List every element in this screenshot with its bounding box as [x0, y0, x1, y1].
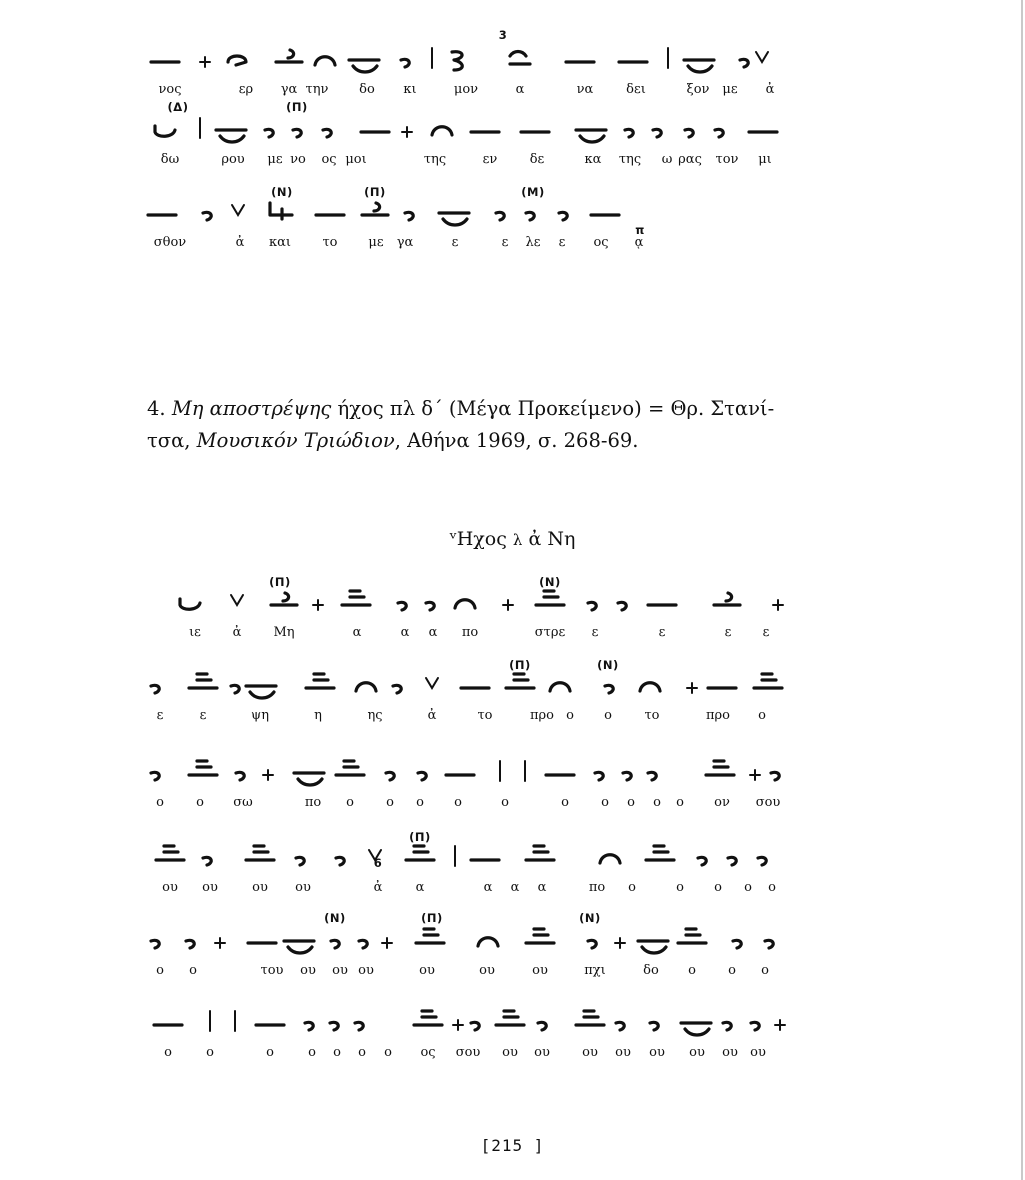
lyric-syllable: ο — [561, 795, 569, 810]
lyric-syllable: ου — [582, 1045, 598, 1060]
apos-neume — [588, 940, 596, 948]
oligon-neume — [189, 674, 217, 688]
lyric-syllable: ο — [728, 963, 736, 978]
caption-line2-start: τσα, — [147, 429, 191, 452]
lyric-syllable: την — [305, 82, 329, 97]
apos-neume — [336, 857, 344, 865]
martyria-mark: (Ν) — [597, 658, 619, 672]
petasti-neume — [576, 130, 606, 142]
caption-line2-end: , Αθήνα 1969, σ. 268-69. — [394, 429, 639, 452]
oligon-neume — [156, 846, 184, 860]
notation-row-s1 — [0, 28, 1025, 112]
ucurve-neume — [180, 599, 200, 609]
lyric-syllable: ου — [722, 1045, 738, 1060]
oligon-neume — [406, 846, 434, 860]
lyric-syllable: δω — [160, 152, 180, 167]
neume-line — [0, 840, 1025, 880]
oligon-neume — [646, 846, 674, 860]
petasti-neume — [284, 941, 314, 953]
lyric-syllable: ο — [628, 880, 636, 895]
kentima-neume — [270, 203, 292, 219]
apos-neume — [618, 602, 626, 610]
apos-neume — [293, 129, 301, 137]
lyric-syllable: δε — [529, 152, 545, 167]
ison-neume — [271, 593, 297, 605]
lyric-syllable: ου — [300, 963, 316, 978]
notation-row-s6 — [0, 755, 1025, 825]
apos-neume — [203, 857, 211, 865]
lyric-syllable: πχι — [584, 963, 606, 978]
lyric-syllable: προ — [705, 708, 731, 723]
apos-neume — [625, 129, 633, 137]
arc-neume — [478, 938, 498, 946]
notation-row-s4 — [0, 575, 1025, 655]
lyric-syllable: σθον — [153, 235, 187, 250]
lyric-syllable: ο — [164, 1045, 172, 1060]
lyric-syllable: ρου — [221, 152, 245, 167]
apos-neume — [650, 1022, 658, 1030]
apos-neume — [496, 212, 504, 220]
petasti-neume — [349, 60, 379, 72]
lyric-syllable: δο — [643, 963, 659, 978]
lyric-syllable: ου — [750, 1045, 766, 1060]
lyric-syllable: ου — [358, 963, 374, 978]
ison-neume — [714, 593, 740, 605]
apos-neume — [203, 212, 211, 220]
lyric-syllable: κι — [403, 82, 417, 97]
ison2-neume — [510, 52, 530, 65]
lyric-syllable: ε — [558, 235, 566, 250]
apos-neume — [151, 940, 159, 948]
apos-neume — [331, 940, 339, 948]
caption-title: Μη αποστρέψης — [171, 397, 332, 420]
arc-neume — [550, 683, 570, 691]
lyric-syllable: η — [314, 708, 322, 723]
oligon-neume — [536, 591, 564, 605]
martyria-mark: 3 — [498, 28, 508, 42]
apos-neume — [471, 1022, 479, 1030]
lyric-syllable: ε — [156, 708, 164, 723]
notation-row-s5 — [0, 658, 1025, 738]
lyric-syllable: α — [515, 82, 525, 97]
lyric-syllable: ο — [156, 963, 164, 978]
notation-row-s7 — [0, 830, 1025, 910]
mode-heading-text: ᵛΗχος — [449, 528, 513, 550]
lyric-syllable: στρε — [534, 625, 566, 640]
arc-neume — [600, 855, 620, 863]
apos-neume — [401, 59, 409, 67]
lyric-syllable: γα — [396, 235, 414, 250]
lyric-syllable: ο — [196, 795, 204, 810]
lyric-syllable: κα — [584, 152, 602, 167]
lyric-syllable: ου — [332, 963, 348, 978]
page-number: [215 ] — [480, 1136, 545, 1155]
tick-neume — [232, 205, 244, 215]
oligon-neume — [189, 761, 217, 775]
lyric-syllable: δο — [359, 82, 375, 97]
petasti-neume — [294, 773, 324, 785]
lyric-syllable: ο — [501, 795, 509, 810]
apos-neume — [393, 685, 401, 693]
lyric-syllable: ου — [162, 880, 178, 895]
lyric-syllable: ο — [744, 880, 752, 895]
apos-neume — [330, 1022, 338, 1030]
caption-details: ήχος πλ δ΄ (Μέγα Προκείμενο) = Θρ. Στανί- — [337, 397, 775, 420]
lyric-syllable: ω — [661, 152, 673, 167]
oligon-neume — [342, 591, 370, 605]
lyric-syllable: ο — [346, 795, 354, 810]
plus-neume — [773, 600, 783, 610]
lyric-syllable: ᾳ — [634, 235, 644, 250]
lyric-syllable: ἀ — [235, 235, 245, 250]
lyric-syllable: ε — [199, 708, 207, 723]
apos-neume — [526, 212, 534, 220]
oligon-neume — [576, 1011, 604, 1025]
lyric-syllable: το — [644, 708, 660, 723]
lyric-syllable: νος — [158, 82, 182, 97]
example-caption — [147, 393, 797, 457]
apos-neume — [559, 212, 567, 220]
lyric-syllable: ης — [367, 708, 383, 723]
lyric-syllable: ου — [534, 1045, 550, 1060]
plus-neume — [615, 938, 625, 948]
tick-neume — [231, 595, 243, 605]
lyric-syllable: ο — [604, 708, 612, 723]
lyric-syllable: ο — [714, 880, 722, 895]
lyric-syllable: ο — [566, 708, 574, 723]
lyric-syllable: ο — [206, 1045, 214, 1060]
neume-line — [0, 1005, 1025, 1045]
plus-neume — [313, 600, 323, 610]
lyric-syllable: με — [368, 235, 384, 250]
tick-neume — [756, 52, 768, 62]
lyric-syllable: ου — [649, 1045, 665, 1060]
martyria-mark: (Π) — [286, 100, 308, 114]
plus-neume — [687, 683, 697, 693]
lyric-syllable: ου — [689, 1045, 705, 1060]
oligon-neume — [246, 846, 274, 860]
arc-neume — [455, 600, 475, 608]
lyric-syllable: μοι — [345, 152, 367, 167]
klasma-neume — [452, 52, 462, 70]
lyric-syllable: α — [510, 880, 520, 895]
lyric-syllable: της — [423, 152, 447, 167]
lyric-syllable: ο — [768, 880, 776, 895]
lyric-syllable: εν — [482, 152, 498, 167]
neume-line — [0, 585, 1025, 625]
plus-neume — [215, 938, 225, 948]
martyria-mark: (Ν) — [271, 185, 293, 199]
neume-line — [0, 42, 1025, 82]
apos-neume — [595, 772, 603, 780]
apos-neume — [186, 940, 194, 948]
mode-heading — [0, 528, 1025, 550]
lyric-syllable: ο — [676, 880, 684, 895]
apos-neume — [323, 129, 331, 137]
lyric-syllable: ο — [627, 795, 635, 810]
lyric-syllable: σου — [455, 1045, 481, 1060]
apos-neume — [653, 129, 661, 137]
lyric-syllable: ιε — [189, 625, 201, 640]
plus-neume — [263, 770, 273, 780]
lyric-syllable: σου — [755, 795, 781, 810]
lyric-syllable: ξον — [686, 82, 710, 97]
oligon-neume — [526, 846, 554, 860]
lyric-syllable: πο — [304, 795, 322, 810]
ison-neume — [362, 203, 388, 215]
lyric-syllable: ερ — [238, 82, 254, 97]
hook-neume — [228, 56, 246, 65]
lyric-syllable: ου — [202, 880, 218, 895]
lyric-syllable: ο — [761, 963, 769, 978]
lyric-syllable: του — [260, 963, 284, 978]
martyria-mark: π — [635, 223, 645, 237]
apos-neume — [151, 685, 159, 693]
apos-neume — [740, 59, 748, 67]
lyric-syllable: νο — [290, 152, 306, 167]
notation-row-s3 — [0, 185, 1025, 265]
lyric-syllable: γα — [280, 82, 298, 97]
apos-neume — [386, 772, 394, 780]
apos-neume — [588, 602, 596, 610]
oligon-neume — [754, 674, 782, 688]
apos-neume — [698, 857, 706, 865]
apos-neume — [771, 772, 779, 780]
lyric-syllable: ψη — [251, 708, 269, 723]
lyric-syllable: ἀ — [232, 625, 242, 640]
apos-neume — [765, 940, 773, 948]
lyric-syllable: να — [576, 82, 594, 97]
caption-book-title: Μουσικόν Τριώδιον — [196, 429, 395, 452]
lyric-syllable: ε — [724, 625, 732, 640]
plus-neume — [503, 600, 513, 610]
martyria-mark: (Μ) — [521, 185, 545, 199]
lyric-syllable: ο — [156, 795, 164, 810]
lyric-syllable: α — [483, 880, 493, 895]
lyric-syllable: ο — [454, 795, 462, 810]
apos-neume — [296, 857, 304, 865]
apos-neume — [723, 1022, 731, 1030]
martyria-mark: (Ν) — [324, 911, 346, 925]
lyric-syllable: α — [428, 625, 438, 640]
apos-neume — [151, 772, 159, 780]
apos-neume — [359, 940, 367, 948]
lyric-syllable: ου — [502, 1045, 518, 1060]
apos-neume — [418, 772, 426, 780]
lyric-syllable: πο — [461, 625, 479, 640]
apos-neume — [685, 129, 693, 137]
apos-neume — [398, 602, 406, 610]
lyric-syllable: ο — [386, 795, 394, 810]
apos-neume — [605, 685, 613, 693]
lyric-syllable: Μη — [273, 625, 295, 640]
lyric-syllable: τον — [715, 152, 739, 167]
apos-neume — [405, 212, 413, 220]
neume-line — [0, 195, 1025, 235]
neume-line — [0, 112, 1025, 152]
arc-neume — [315, 57, 335, 65]
lyric-syllable: ον — [714, 795, 730, 810]
petasti-neume — [638, 941, 668, 953]
lyric-syllable: ε — [591, 625, 599, 640]
martyria-mark: (Π) — [409, 830, 431, 844]
lyric-syllable: λε — [525, 235, 541, 250]
apos-neume — [715, 129, 723, 137]
petasti-neume — [681, 1023, 711, 1035]
lyric-syllable: το — [477, 708, 493, 723]
lyric-syllable: ε — [451, 235, 459, 250]
apos-neume — [758, 857, 766, 865]
lyric-syllable: και — [268, 235, 292, 250]
lyric-syllable: πο — [588, 880, 606, 895]
lyric-syllable: ἀ — [373, 880, 383, 895]
lyric-syllable: α — [537, 880, 547, 895]
lyric-syllable: με — [267, 152, 283, 167]
lyric-syllable: ἀ — [427, 708, 437, 723]
caption-number: 4. — [147, 397, 166, 420]
plus-neume — [382, 938, 392, 948]
lyric-syllable: α — [400, 625, 410, 640]
apos-neume — [265, 129, 273, 137]
oligon-neume — [496, 1011, 524, 1025]
martyria-mark: (Π) — [509, 658, 531, 672]
lyric-syllable: της — [618, 152, 642, 167]
lyric-syllable: ε — [762, 625, 770, 640]
plus-neume — [453, 1020, 463, 1030]
lyric-syllable: μι — [758, 152, 772, 167]
oligon-neume — [706, 761, 734, 775]
apos-neume — [728, 857, 736, 865]
apos-neume — [538, 1022, 546, 1030]
lyric-syllable: ο — [416, 795, 424, 810]
martyria-mark: 6 — [373, 856, 383, 870]
plus-neume — [402, 127, 412, 137]
notation-row-s9 — [0, 1005, 1025, 1075]
lyric-syllable: ος — [321, 152, 337, 167]
apos-neume — [426, 602, 434, 610]
oligon-neume — [306, 674, 334, 688]
martyria-mark: (Ν) — [539, 575, 561, 589]
lyric-syllable: ο — [384, 1045, 392, 1060]
lyric-syllable: ο — [308, 1045, 316, 1060]
lyric-syllable: ο — [601, 795, 609, 810]
arc-neume — [640, 683, 660, 691]
oligon-neume — [678, 929, 706, 943]
martyria-mark: (Π) — [269, 575, 291, 589]
ucurve-neume — [155, 126, 175, 136]
tick-neume — [426, 678, 438, 688]
oligon-neume — [414, 1011, 442, 1025]
apos-neume — [616, 1022, 624, 1030]
petasti-neume — [684, 60, 714, 72]
lyric-syllable: το — [322, 235, 338, 250]
neume-line — [0, 668, 1025, 708]
lyric-syllable: ἀ — [765, 82, 775, 97]
lyric-syllable: ου — [252, 880, 268, 895]
lyric-syllable: ε — [658, 625, 666, 640]
petasti-neume — [246, 686, 276, 698]
lyric-syllable: ο — [266, 1045, 274, 1060]
lyric-syllable: ο — [758, 708, 766, 723]
martyria-mark: (Π) — [364, 185, 386, 199]
lyric-syllable: με — [722, 82, 738, 97]
lyric-syllable: ου — [295, 880, 311, 895]
lyric-syllable: ου — [419, 963, 435, 978]
lyric-syllable: μον — [453, 82, 479, 97]
oligon-neume — [526, 929, 554, 943]
martyria-mark: (Δ) — [167, 100, 189, 114]
lyric-syllable: ος — [593, 235, 609, 250]
arc-neume — [356, 683, 376, 691]
apos-neume — [623, 772, 631, 780]
lyric-syllable: ου — [532, 963, 548, 978]
lyric-syllable: ο — [676, 795, 684, 810]
apos-neume — [733, 940, 741, 948]
plus-neume — [200, 57, 210, 67]
lyric-syllable: ου — [479, 963, 495, 978]
lyric-syllable: ρας — [678, 152, 702, 167]
lyric-syllable: δει — [626, 82, 646, 97]
petasti-neume — [216, 130, 246, 142]
lyric-syllable: ο — [333, 1045, 341, 1060]
arc-neume — [432, 127, 452, 135]
lyric-syllable: ο — [189, 963, 197, 978]
lyric-syllable: ο — [653, 795, 661, 810]
apos-neume — [305, 1022, 313, 1030]
martyria-mark: (Π) — [421, 911, 443, 925]
lyric-syllable: ο — [358, 1045, 366, 1060]
lyric-syllable: ος — [420, 1045, 436, 1060]
plus-neume — [775, 1020, 785, 1030]
oligon-neume — [336, 761, 364, 775]
petasti-neume — [439, 213, 469, 225]
lyric-syllable: α — [415, 880, 425, 895]
lyric-syllable: α — [352, 625, 362, 640]
oligon-neume — [506, 674, 534, 688]
apos-neume — [231, 685, 239, 693]
neume-line — [0, 755, 1025, 795]
mode-heading-rest: ἀ Νη — [528, 528, 576, 550]
oligon-neume — [416, 929, 444, 943]
notation-row-s2 — [0, 100, 1025, 182]
apos-neume — [648, 772, 656, 780]
neume-line — [0, 923, 1025, 963]
martyria-mark: (Ν) — [579, 911, 601, 925]
mode-sign: λ — [512, 531, 523, 549]
apos-neume — [236, 772, 244, 780]
lyric-syllable: ο — [688, 963, 696, 978]
lyric-syllable: ε — [501, 235, 509, 250]
ison-neume — [276, 50, 302, 62]
lyric-syllable: σω — [233, 795, 253, 810]
lyric-syllable: προ — [529, 708, 555, 723]
apos-neume — [355, 1022, 363, 1030]
plus-neume — [750, 770, 760, 780]
notation-row-s8 — [0, 911, 1025, 993]
apos-neume — [751, 1022, 759, 1030]
lyric-syllable: ου — [615, 1045, 631, 1060]
